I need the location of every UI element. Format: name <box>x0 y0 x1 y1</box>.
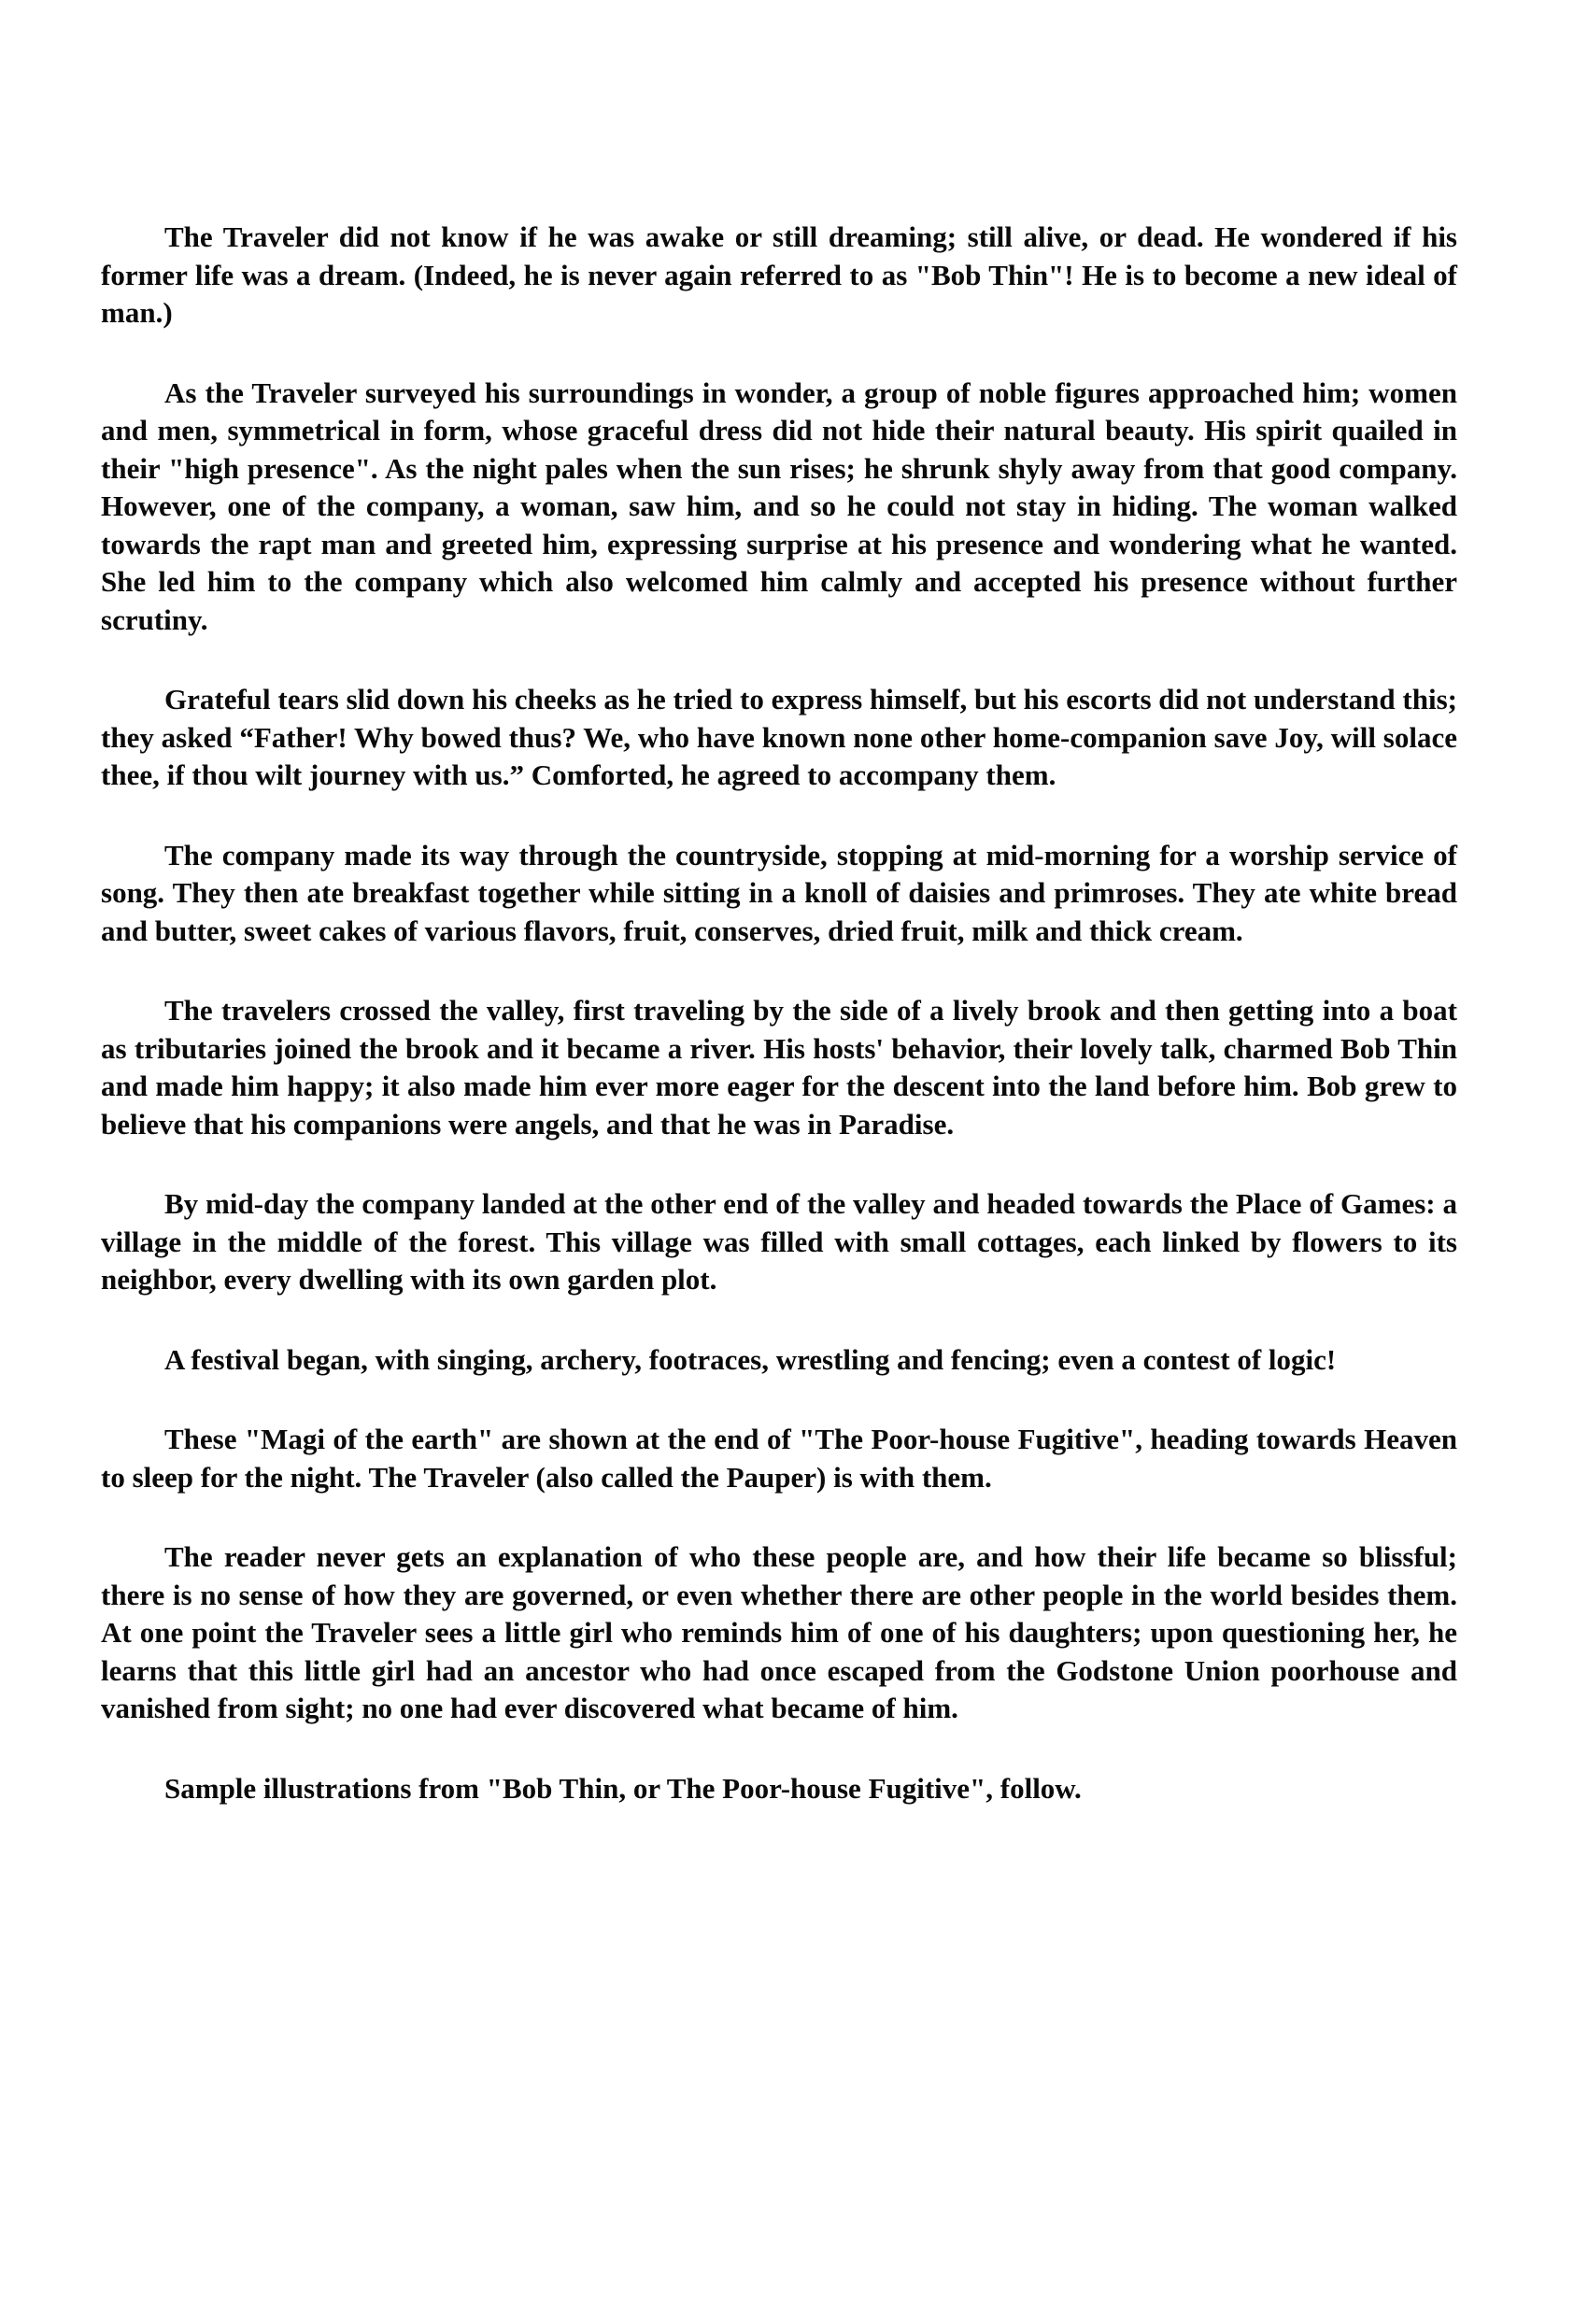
paragraph-traveler-dreaming: The Traveler did not know if he was awake or still dreaming; still alive, or dead. He wondered if his former life was a dream. (Indeed, he is never again referred to as "Bob Thin"! He is to become a new ideal of man.) <box>101 220 1457 329</box>
paragraph-grateful-tears: Grateful tears slid down his cheeks as he tried to express himself, but his escorts did not understand this; they asked “Father! Why bowed thus? We, who have known none other home-companion save Joy, will solace thee, if thou wilt journey with us.” Comforted, he agreed to accompany them. <box>101 683 1457 791</box>
paragraph-festival: A festival began, with singing, archery, footraces, wrestling and fencing; even a contest of logic! <box>164 1342 1337 1376</box>
body-text <box>101 219 1457 1849</box>
paragraph-place-of-games: By mid-day the company landed at the other end of the valley and headed towards the Place of Games: a village in the middle of the forest. This village was filled with small cottages, each linked by flowers to its neighbor, every dwelling with its own garden plot. <box>101 1187 1457 1296</box>
paragraph-breakfast: The company made its way through the countryside, stopping at mid-morning for a worship service of song. They then ate breakfast together while sitting in a knoll of daisies and primroses. They ate white bread and butter, sweet cakes of various flavors, fruit, conserves, dried fruit, milk and thick cream. <box>101 838 1457 947</box>
paragraph-reader-explanation: The reader never gets an explanation of who these people are, and how their life became so blissful; there is no sense of how they are governed, or even whether there are other people in the world besides them. At one point the Traveler sees a little girl who reminds him of one of his daughters; upon questioning her, he learns that this little girl had an ancestor who had once escaped from the Godstone Union poorhouse and vanished from sight; no one had ever discovered what became of him. <box>101 1540 1457 1724</box>
paragraph-crossing-valley: The travelers crossed the valley, first traveling by the side of a lively brook and then getting into a boat as tributaries joined the brook and it became a river. His hosts' behavior, their lovely talk, charmed Bob Thin and made him happy; it also made him ever more eager for the descent into the land before him. Bob grew to believe that his companions were angels, and that he was in Paradise. <box>101 994 1457 1141</box>
paragraph-magi-of-earth: These "Magi of the earth" are shown at the end of "The Poor-house Fugitive", heading towards Heaven to sleep for the night. The Traveler (also called the Pauper) is with them. <box>101 1423 1457 1494</box>
paragraph-sample-illustrations: Sample illustrations from "Bob Thin, or The Poor-house Fugitive", follow. <box>164 1771 1082 1805</box>
paragraph-noble-figures: As the Traveler surveyed his surroundings in wonder, a group of noble figures approached him; women and men, symmetrical in form, whose graceful dress did not hide their natural beauty. His spirit quailed in their "high presence". As the night pales when the sun rises; he shrunk shyly away from that good company. However, one of the company, a woman, saw him, and so he could not stay in hiding. The woman walked towards the rapt man and greeted him, expressing surprise at his presence and wondering what he wanted. She led him to the company which also welcomed him calmly and accepted his presence without further scrutiny. <box>101 376 1457 636</box>
